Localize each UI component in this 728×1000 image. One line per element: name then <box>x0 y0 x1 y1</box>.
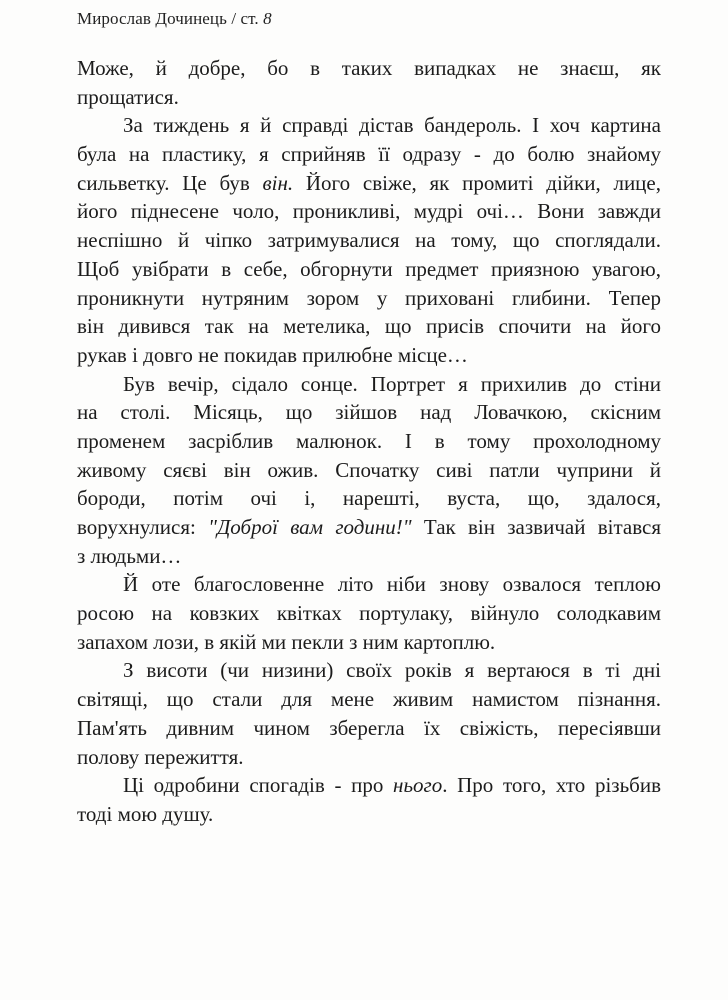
text-segment: ворухнулися: <box>77 515 209 539</box>
text-segment: на столі. Місяць, що зійшов над Ловачкою, скісним <box>77 400 661 425</box>
text-segment: бороди, потім очі і, нарешті, вуста, що, здалося, <box>77 486 661 511</box>
author-and-page-label: Мирослав Дочинець / ст. <box>77 9 264 28</box>
text-line <box>77 284 661 313</box>
text-segment: Ці одробини спогадів - про <box>123 773 394 798</box>
text-segment: полову пережиття. <box>77 744 244 769</box>
text-segment: проникнути нутряним зором у приховані глибини. Тепер <box>77 285 661 310</box>
body-text <box>77 54 661 829</box>
text-segment: Й оте благословенне літо ніби знову озвалося теплою <box>123 572 661 597</box>
text-segment: він дивився так на метелика, що присів спочити на його <box>77 314 661 339</box>
text-segment: Так він зазвичай вітався <box>411 515 662 539</box>
text-line <box>77 255 661 284</box>
text-line <box>77 542 661 571</box>
text-line <box>77 570 661 599</box>
italic-text: "Доброї вам години!" <box>208 515 412 539</box>
text-segment: променем засріблив малюнок. І в тому прохолодному <box>77 428 661 453</box>
text-segment: . Про того, хто різьбив <box>442 773 661 798</box>
text-segment: Його свіже, як промиті дійки, лице, <box>293 170 661 195</box>
text-line <box>77 226 661 255</box>
text-segment: неспішно й чіпко затримувалися на тому, що споглядали. <box>77 228 661 253</box>
text-line <box>77 484 661 513</box>
text-line <box>77 370 661 399</box>
page-number: 8 <box>263 9 272 28</box>
text-segment: З висоти (чи низини) своїх років я вертаюся в ті дні <box>123 658 661 683</box>
text-line <box>77 599 661 628</box>
text-segment: його піднесене чоло, проникливі, мудрі очі… Вони завжди <box>77 199 661 224</box>
text-line <box>77 312 661 341</box>
text-segment: тоді мою душу. <box>77 801 214 826</box>
text-segment: сильветку. Це був <box>77 170 263 195</box>
text-segment: Може, й добре, бо в таких випадках не знаєш, як <box>77 56 661 80</box>
text-segment: запахом лози, в якій ми пекли з ним картоплю. <box>77 629 496 654</box>
text-line <box>77 341 661 370</box>
italic-text: нього <box>393 773 443 798</box>
text-line <box>77 685 661 714</box>
text-line <box>77 140 661 169</box>
text-line <box>77 714 661 743</box>
text-segment: Був вечір, сідало сонце. Портрет я прихилив до стіни <box>123 371 661 396</box>
text-segment: була на пластику, я сприйняв її одразу - до болю знайому <box>77 142 661 167</box>
text-line <box>77 83 661 112</box>
italic-text: він. <box>262 170 294 195</box>
text-line <box>77 513 661 542</box>
text-segment: з людьми… <box>77 543 182 568</box>
text-line <box>77 54 661 83</box>
text-segment: росою на ковзких квітках портулаку, війнуло солодкавим <box>77 601 661 626</box>
text-line <box>77 743 661 772</box>
text-segment: Пам'ять дивним чином зберегла їх свіжість, пересіявши <box>77 715 661 740</box>
text-line <box>77 800 661 829</box>
text-line <box>77 197 661 226</box>
text-segment: живому сяєві він ожив. Спочатку сиві патли чуприни й <box>77 457 661 482</box>
text-line <box>77 398 661 427</box>
text-line <box>77 456 661 485</box>
text-segment: світящі, що стали для мене живим намистом пізнання. <box>77 687 661 712</box>
running-header <box>77 9 272 29</box>
text-segment: прощатися. <box>77 84 179 109</box>
text-line <box>77 656 661 685</box>
text-line <box>77 169 661 198</box>
text-segment: Щоб увібрати в себе, обгорнути предмет приязною увагою, <box>77 256 661 281</box>
text-segment: За тиждень я й справді дістав бандероль. І хоч картина <box>123 113 661 138</box>
text-line <box>77 111 661 140</box>
text-segment: рукав і довго не покидав прилюбне місце… <box>77 342 468 367</box>
text-line <box>77 628 661 657</box>
text-line <box>77 771 661 800</box>
text-line <box>77 427 661 456</box>
